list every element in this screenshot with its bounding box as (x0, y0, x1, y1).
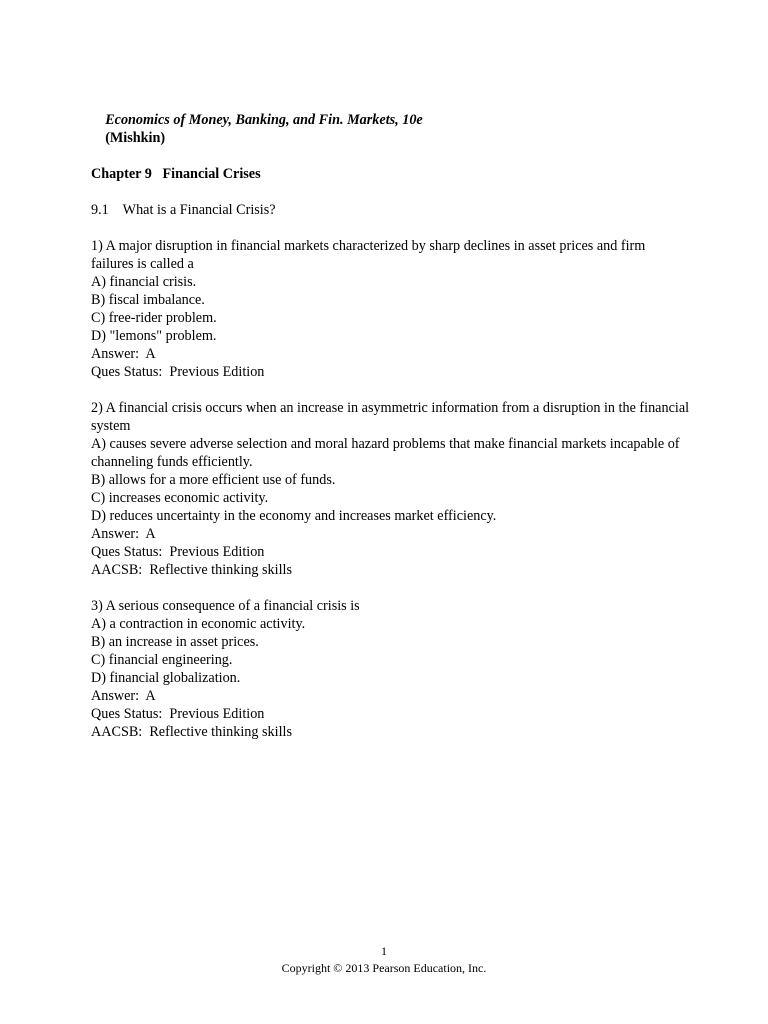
copyright-notice: Copyright © 2013 Pearson Education, Inc. (281, 961, 487, 975)
answer-option: B) allows for a more efficient use of funds. (91, 472, 336, 488)
section-number: 9.1 (91, 202, 109, 218)
answer-option: A) a contraction in economic activity. (91, 616, 306, 632)
answer-option: C) increases economic activity. (91, 490, 269, 506)
section-title: What is a Financial Crisis? (122, 202, 276, 218)
question-status: Ques Status: Previous Edition (91, 544, 265, 560)
question-stem: 1) A major disruption in financial markets characterized by sharp declines in asset prices and firm failures is called a (91, 238, 649, 272)
answer-option: C) financial engineering. (91, 652, 233, 668)
page-number: 1 (381, 944, 387, 958)
question-status: Ques Status: Previous Edition (91, 706, 265, 722)
aacsb-tag: AACSB: Reflective thinking skills (91, 562, 292, 578)
aacsb-tag: AACSB: Reflective thinking skills (91, 724, 292, 740)
question-block (91, 597, 691, 741)
answer-option: C) free-rider problem. (91, 310, 217, 326)
answer-option: A) causes severe adverse selection and moral hazard problems that make financial markets incapable of channeling funds efficiently. (91, 436, 684, 470)
answer-key: Answer: A (91, 526, 156, 542)
answer-option: D) financial globalization. (91, 670, 241, 686)
answer-option: B) an increase in asset prices. (91, 634, 259, 650)
chapter-label: Chapter 9 (91, 166, 152, 182)
answer-option: D) reduces uncertainty in the economy and increases market efficiency. (91, 508, 497, 524)
section-heading (91, 201, 691, 219)
answer-option: B) fiscal imbalance. (91, 292, 205, 308)
question-block (91, 237, 691, 381)
answer-option: A) financial crisis. (91, 274, 197, 290)
document-header (91, 93, 691, 165)
book-title: Economics of Money, Banking, and Fin. Markets, 10e (105, 112, 423, 128)
question-stem: 2) A financial crisis occurs when an increase in asymmetric information from a disruption in the financial system (91, 400, 693, 434)
chapter-title: Financial Crises (162, 166, 261, 182)
answer-key: Answer: A (91, 346, 156, 362)
question-block (91, 399, 691, 579)
answer-option: D) "lemons" problem. (91, 328, 217, 344)
document-page (91, 93, 691, 741)
chapter-heading (91, 165, 691, 183)
book-author: (Mishkin) (105, 130, 166, 146)
answer-key: Answer: A (91, 688, 156, 704)
question-status: Ques Status: Previous Edition (91, 364, 265, 380)
question-stem: 3) A serious consequence of a financial crisis is (91, 598, 360, 614)
